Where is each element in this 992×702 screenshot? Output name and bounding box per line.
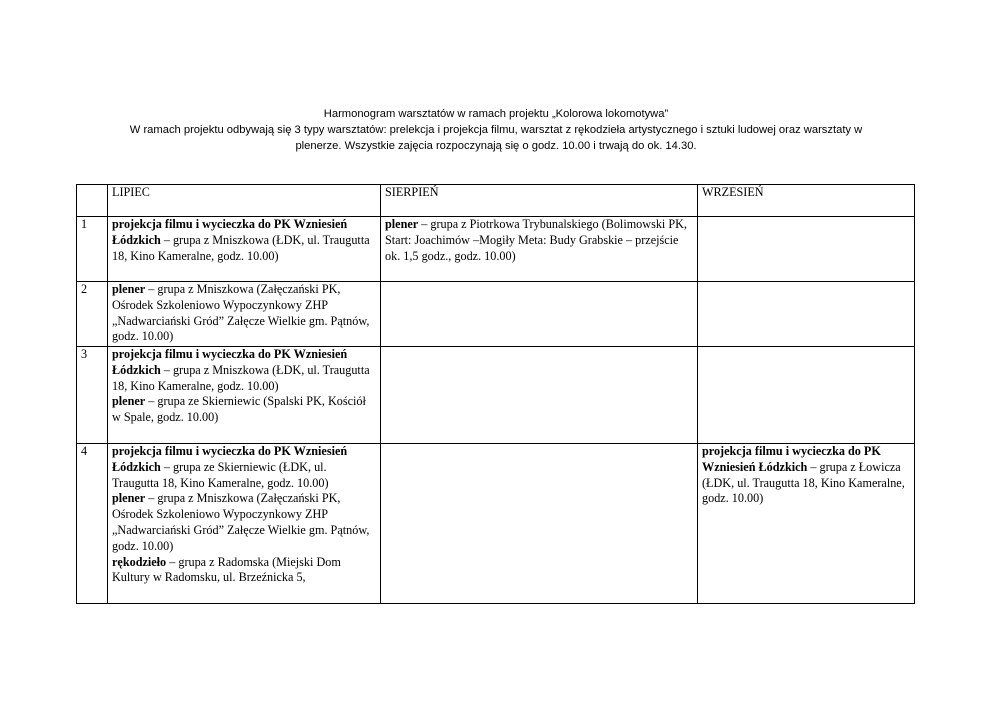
workshop-type: projekcja filmu i wycieczka do PK Wzniesień Łódzkich	[112, 217, 348, 247]
workshop-entry	[112, 555, 376, 587]
workshop-type: projekcja filmu i wycieczka do PK Wzniesień Łódzkich	[112, 347, 348, 377]
cell-sierpien	[381, 217, 698, 282]
row-number: 1	[77, 217, 108, 282]
table-row	[77, 282, 915, 347]
cell-sierpien	[381, 282, 698, 347]
workshop-entry	[112, 444, 376, 491]
workshop-entry	[385, 217, 693, 264]
column-header-number	[77, 185, 108, 217]
column-header-lipiec: LIPIEC	[108, 185, 381, 217]
workshop-details: – grupa ze Skierniewic (ŁDK, ul. Traugutta 18, Kino Kameralne, godz. 10.00)	[112, 459, 329, 490]
cell-sierpien	[381, 444, 698, 604]
intro-line: plenerze. Wszystkie zajęcia rozpoczynają się o godz. 10.00 i trwają do ok. 14.30.	[295, 140, 697, 152]
workshop-type: plener	[112, 394, 146, 409]
cell-wrzesien	[698, 444, 915, 604]
column-header-wrzesien: WRZESIEŃ	[698, 185, 915, 217]
workshop-details: – grupa z Łowicza (ŁDK, ul. Traugutta 18, Kino Kameralne, godz. 10.00)	[702, 459, 905, 506]
cell-sierpien	[381, 347, 698, 444]
row-number: 2	[77, 282, 108, 347]
workshop-entry	[112, 217, 376, 264]
cell-lipiec	[108, 217, 381, 282]
workshop-details: – grupa z Radomska (Miejski Dom Kultury w Radomsku, ul. Brzeźnicka 5,	[112, 554, 341, 585]
row-number: 3	[77, 347, 108, 444]
workshop-details: – grupa z Piotrkowa Trybunalskiego (Bolimowski PK, Start: Joachimów –Mogiły Meta: Budy Grabskie – przejście ok. 1,5 godz., godz. 10.00)	[385, 217, 687, 263]
table-row	[77, 444, 915, 604]
table-row	[77, 347, 915, 444]
workshop-entry	[112, 394, 376, 426]
workshop-details: – grupa z Mniszkowa (ŁDK, ul. Traugutta 18, Kino Kameralne, godz. 10.00)	[112, 362, 370, 393]
cell-wrzesien	[698, 217, 915, 282]
workshop-details: – grupa z Mniszkowa (Załęczański PK, Ośrodek Szkoleniowo Wypoczynkowy ZHP „Nadwarciański Gród” Załęcze Wielkie gm. Pątnów, godz. 10.00)	[112, 491, 370, 553]
workshop-entry	[112, 491, 376, 554]
workshop-details: – grupa z Mniszkowa (ŁDK, ul. Traugutta 18, Kino Kameralne, godz. 10.00)	[112, 232, 370, 263]
cell-wrzesien	[698, 347, 915, 444]
cell-lipiec	[108, 444, 381, 604]
document-title: Harmonogram warsztatów w ramach projektu „Kolorowa lokomotywa”	[323, 108, 669, 120]
workshop-entry	[112, 282, 376, 345]
workshop-details: – grupa ze Skierniewic (Spalski PK, Kościół w Spale, godz. 10.00)	[112, 394, 366, 425]
workshop-type: projekcja filmu i wycieczka do PK Wzniesień Łódzkich	[702, 444, 881, 474]
cell-lipiec	[108, 282, 381, 347]
workshop-type: plener	[112, 491, 146, 506]
document-header	[80, 106, 912, 154]
workshop-type: projekcja filmu i wycieczka do PK Wzniesień Łódzkich	[112, 444, 348, 474]
table-header-row	[77, 185, 915, 217]
cell-wrzesien	[698, 282, 915, 347]
workshop-type: plener	[385, 217, 419, 231]
schedule-table	[76, 184, 915, 604]
intro-line: W ramach projektu odbywają się 3 typy warsztatów: prelekcja i projekcja filmu, warsztat z rękodzieła artystycznego i sztuki ludowej oraz warsztaty w	[129, 124, 863, 136]
row-number: 4	[77, 444, 108, 604]
workshop-details: – grupa z Mniszkowa (Załęczański PK, Ośrodek Szkoleniowo Wypoczynkowy ZHP „Nadwarciański Gród” Załęcze Wielkie gm. Pątnów, godz. 10.00)	[112, 282, 370, 344]
workshop-type: plener	[112, 282, 146, 296]
column-header-sierpien: SIERPIEŃ	[381, 185, 698, 217]
cell-lipiec	[108, 347, 381, 444]
table-row	[77, 217, 915, 282]
workshop-entry	[702, 444, 910, 507]
workshop-type: rękodzieło	[112, 554, 167, 569]
workshop-entry	[112, 347, 376, 394]
